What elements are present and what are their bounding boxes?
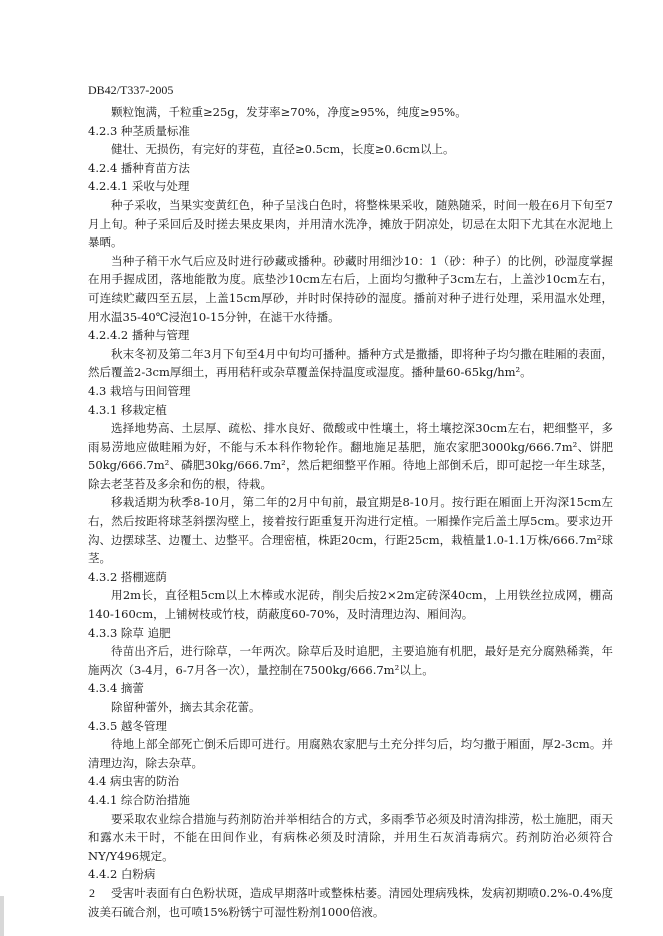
section-heading: 4.2.3 种茎质量标准 <box>88 123 190 138</box>
paragraph: 颗粒饱满，千粒重≥25g，发芽率≥70%，净度≥95%，纯度≥95%。 <box>111 105 467 119</box>
page-number: 2 <box>89 886 95 900</box>
section-heading: 4.2.4 播种育苗方法 <box>88 160 190 175</box>
standard-code: DB42/T337-2005 <box>88 83 174 97</box>
section-heading: 4.4.1 综合防治措施 <box>88 792 190 807</box>
paragraph: 健壮、无损伤，有完好的芽苞，直径≥0.5cm，长度≥0.6cm以上。 <box>111 142 455 157</box>
paragraph: 要采取农业综合措施与药剂防治并举相结合的方式，多雨季节必须及时清沟排涝，松土施肥，雨天和露水未干时，不能在田间作业，有病株必须及时清除，并用生石灰消毒病穴。药剂防治必须符合NY/Y496规定。 <box>88 811 613 863</box>
paragraph: 除留种蕾外，摘去其余花蕾。 <box>111 700 261 714</box>
paragraph: 受害叶表面有白色粉状斑，造成早期落叶或整株枯萎。清园处理病残株，发病初期喷0.2%-0.4%度波美石硫合剂，也可喷15%粉锈宁可湿性粉剂1000倍液。 <box>88 885 613 919</box>
section-heading: 4.3.2 搭棚遮荫 <box>88 569 167 584</box>
section-heading: 4.2.4.1 采收与处理 <box>88 179 190 194</box>
section-heading: 4.3 栽培与田间管理 <box>88 383 191 398</box>
section-heading: 4.3.5 越冬管理 <box>88 718 167 733</box>
section-heading: 4.3.1 移栽定植 <box>88 402 167 417</box>
section-heading: 4.4.2 白粉病 <box>88 867 156 882</box>
paragraph: 种子采收，当果实变黄红色，种子呈浅白色时，将整株果采收，随熟随采，时间一般在6月下旬至7月上旬。种子采回后及时搓去果皮果肉，并用清水洗净，摊放于阴凉处，切忌在太阳下尤其在水泥地上暴晒。 <box>88 197 613 250</box>
paragraph: 选择地势高、土层厚、疏松、排水良好、微酸或中性壤土，将土壤挖深30cm左右，耙细整平，多雨易涝地应做畦厢为好，不能与禾本科作物轮作。翻地施足基肥，施农家肥3000kg/666.7m²、饼肥50kg/666.7m²、磷肥30kg/666.7m²，然后耙细整平作厢。待地上部倒禾后，即可起挖一年生球茎，除去老茎苔及多余和伤的根，待栽。 <box>88 421 613 491</box>
paragraph: 待地上部全部死亡倒禾后即可进行。用腐熟农家肥与土充分拌匀后，均匀撒于厢面，厚2-3cm。并清理边沟，除去杂草。 <box>88 737 613 770</box>
section-heading: 4.2.4.2 播种与管理 <box>88 328 190 343</box>
paragraph: 当种子稍干水气后应及时进行砂藏或播种。砂藏时用细沙10：1（砂：种子）的比例，砂湿度掌握在用手握成团，落地能散为度。底垫沙10cm左右后，上面均匀撒种子3cm左右，上盖沙10cm左右，可连续贮藏四至五层，上盖15cm厚砂，并时时保持砂的湿度。播前对种子进行处理，采用温水处理，用水温35-40℃浸泡10-15分钟，在滤干水待播。 <box>88 253 613 324</box>
scan-edge-shadow <box>0 896 4 936</box>
paragraph: 用2m长，直径粗5cm以上木棒或水泥砖，削尖后按2×2m定砖深40cm，上用铁丝拉成网，棚高140-160cm，上铺树枝或竹枝，荫蔽度60-70%，及时清理边沟、厢间沟。 <box>88 588 613 622</box>
paragraph: 移栽适期为秋季8-10月，第二年的2月中旬前，最宜期是8-10月。按行距在厢面上开沟深15cm左右，然后按距将球茎斜摆沟壁上，接着按行距重复开沟进行定植。一厢操作完后盖土厚5cm。要求边开沟、边摆球茎、边覆土、边整平。合理密植，株距20cm，行距25cm，栽植量1.0-1.1万株/666.7m²球茎。 <box>88 495 613 566</box>
paragraph: 秋末冬初及第二年3月下旬至4月中旬均可播种。播种方式是撒播，即将种子均匀撒在畦厢的表面，然后覆盖2-3cm厚细土，再用秸秆或杂草覆盖保持温度或湿度。播种量60-65kg/hm²。 <box>88 346 613 380</box>
section-heading: 4.4 病虫害的防治 <box>88 774 179 789</box>
section-heading: 4.3.3 除草 追肥 <box>88 625 171 640</box>
document-body <box>88 103 613 921</box>
paragraph: 待苗出齐后，进行除草，一年两次。除草后及时追肥，主要追施有机肥，最好是充分腐熟稀粪，年施两次（3-4月，6-7月各一次），量控制在7500kg/666.7m²以上。 <box>88 644 613 677</box>
section-heading: 4.3.4 摘蕾 <box>88 681 144 696</box>
